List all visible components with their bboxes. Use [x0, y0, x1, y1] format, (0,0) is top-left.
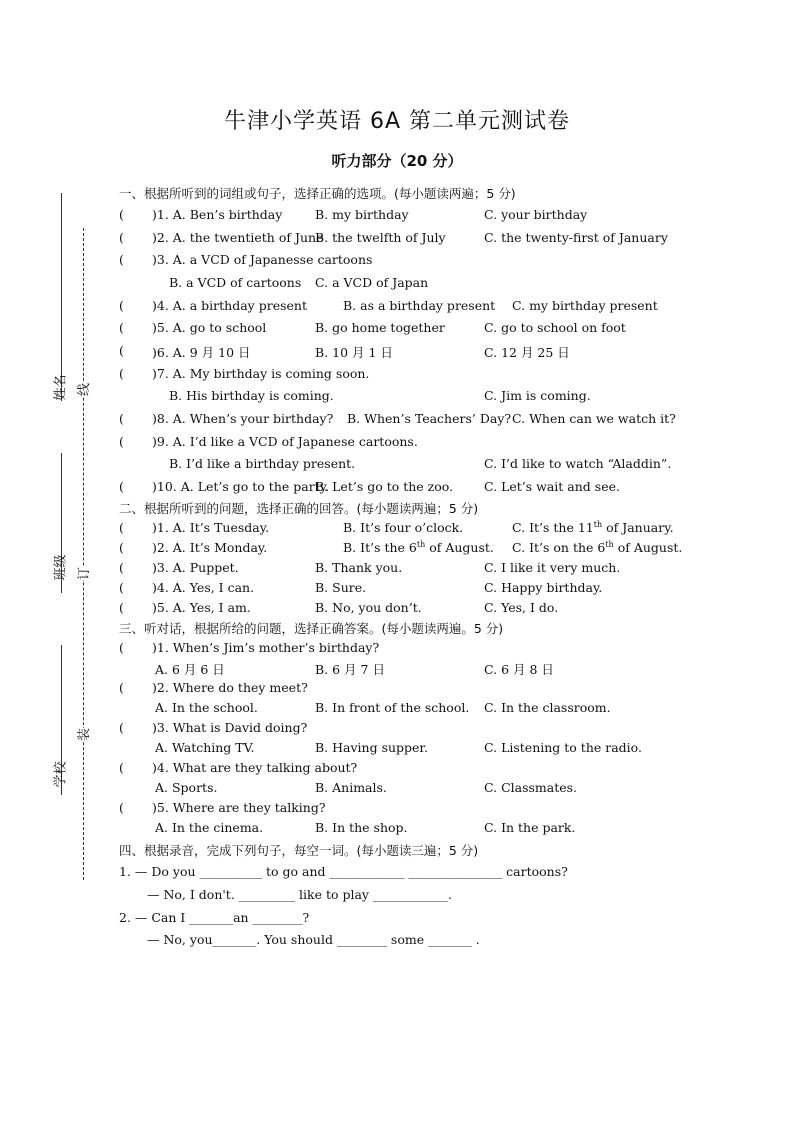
answer-bracket: ( [119, 320, 124, 335]
option-b: B. 6 月 7 日 [315, 662, 385, 677]
s2-question-row [119, 520, 739, 538]
s1-question-row [119, 479, 739, 497]
s3-options-row [119, 700, 739, 718]
option-b-tail: of August. [425, 540, 494, 556]
answer-bracket: ( [119, 366, 124, 381]
option-b: B. No, you don’t. [315, 600, 422, 615]
option-b-text: B. It’s the 6 [343, 540, 417, 556]
option-a: )3. A. Puppet. [152, 560, 239, 575]
s1-question-row [119, 320, 739, 338]
s1-question-row [119, 366, 739, 384]
option-b: B. In the shop. [315, 820, 408, 835]
question-text: )3. What is David doing? [152, 720, 308, 735]
answer-bracket: ( [119, 680, 124, 695]
s1-question-row [119, 207, 739, 225]
option-a: A. Watching TV. [155, 740, 255, 755]
option-b: B. When’s Teachers’ Day? [347, 411, 512, 426]
option-c: C. your birthday [484, 207, 588, 222]
section3-heading: 三、听对话，根据所给的问题，选择正确答案。(每小题读两遍。5 分) [119, 621, 504, 636]
option-c: C. In the park. [484, 820, 576, 835]
option-c: C. Happy birthday. [484, 580, 603, 595]
answer-bracket: ( [119, 230, 124, 245]
page-title: 牛津小学英语 6A 第二单元测试卷 [223, 109, 571, 134]
option-a: )2. A. the twentieth of June [152, 230, 324, 245]
option-a: )4. A. Yes, I can. [152, 580, 255, 595]
answer-bracket: ( [119, 580, 124, 595]
option-b [343, 540, 494, 555]
s1-question-row [119, 343, 739, 361]
option-a: )9. A. I’d like a VCD of Japanese cartoons. [152, 434, 418, 449]
answer-bracket: ( [119, 411, 124, 426]
answer-bracket: ( [119, 207, 124, 222]
option-c-sup: th [605, 540, 614, 549]
answer-bracket: ( [119, 540, 124, 555]
option-b: B. His birthday is coming. [169, 388, 334, 403]
s3-question-row [119, 640, 739, 658]
option-c: C. I like it very much. [484, 560, 621, 575]
s3-options-row [119, 820, 739, 838]
name-label: 姓名 [53, 374, 69, 401]
option-c-tail: of August. [613, 540, 683, 556]
option-c [512, 520, 674, 535]
question-text: )5. Where are they talking? [152, 800, 326, 815]
option-a: )1. A. Ben’s birthday [152, 207, 283, 222]
answer-bracket: ( [119, 640, 124, 655]
s1-question-row [119, 388, 739, 406]
option-c [512, 540, 682, 555]
s1-question-row [119, 456, 739, 474]
option-c: C. Yes, I do. [484, 600, 559, 615]
option-c: C. my birthday present [512, 298, 658, 313]
page-subtitle: 听力部分（20 分） [331, 152, 463, 170]
option-a: )1. A. It’s Tuesday. [152, 520, 270, 535]
option-b: B. Having supper. [315, 740, 429, 755]
question-text: )4. What are they talking about? [152, 760, 358, 775]
answer-bracket: ( [119, 600, 124, 615]
option-a: A. Sports. [155, 780, 218, 795]
s1-question-row [119, 411, 739, 429]
answer-bracket: ( [119, 720, 124, 735]
fill-line-3: 2. — Can I _______an ________? [119, 910, 310, 925]
option-c: C. go to school on foot [484, 320, 626, 335]
answer-bracket: ( [119, 434, 124, 449]
option-b-sup: th [416, 540, 426, 549]
option-b: B. my birthday [315, 207, 409, 222]
fill-line-4: — No, you_______. You should ________ some _______ . [147, 932, 480, 947]
s2-question-row [119, 600, 739, 618]
fill-line-1: 1. — Do you __________ to go and ____________ _______________ cartoons? [119, 864, 568, 879]
option-b: B. a VCD of cartoons [169, 275, 302, 290]
cut-label-line: 线 [71, 383, 94, 396]
cut-label-pack: 装 [71, 728, 94, 741]
option-c: C. When can we watch it? [512, 411, 676, 426]
s3-question-row [119, 760, 739, 778]
s3-options-row [119, 660, 739, 678]
answer-bracket: ( [119, 479, 124, 494]
school-label: 学校 [53, 761, 69, 788]
section4-heading: 四、根据录音，完成下列句子，每空一词。(每小题读三遍；5 分) [119, 843, 479, 858]
binding-cut-line [83, 228, 84, 880]
s2-question-row [119, 540, 739, 558]
cut-label-bind: 订 [71, 567, 94, 580]
s3-question-row [119, 680, 739, 698]
s1-question-row [119, 230, 739, 248]
option-b: B. go home together [315, 320, 445, 335]
s1-question-row [119, 298, 739, 316]
answer-bracket: ( [119, 560, 124, 575]
s3-options-row [119, 740, 739, 758]
option-c: C. a VCD of Japan [315, 275, 429, 290]
option-a: )5. A. Yes, I am. [152, 600, 251, 615]
option-c: C. Listening to the radio. [484, 740, 642, 755]
s3-question-row [119, 800, 739, 818]
name-write-line [61, 193, 62, 401]
section1-heading: 一、根据所听到的词组或句子，选择正确的选项。(每小题读两遍；5 分) [119, 186, 516, 201]
s2-question-row [119, 580, 739, 598]
option-c-text: C. It’s the 11 [512, 520, 594, 536]
option-b: B. as a birthday present [343, 298, 496, 313]
option-b: B. Let’s go to the zoo. [315, 479, 454, 494]
option-a: )5. A. go to school [152, 320, 267, 335]
question-text: )1. When’s Jim’s mother’s birthday? [152, 640, 380, 655]
option-a: )10. A. Let’s go to the party. [152, 479, 330, 494]
option-a: )4. A. a birthday present [152, 298, 307, 313]
option-a: A. In the school. [155, 700, 258, 715]
s3-question-row [119, 720, 739, 738]
option-b: B. Thank you. [315, 560, 403, 575]
question-text: )2. Where do they meet? [152, 680, 308, 695]
s2-question-row [119, 560, 739, 578]
option-c: C. I’d like to watch “Aladdin”. [484, 456, 672, 471]
option-c-tail: of January. [602, 520, 674, 536]
section2-heading: 二、根据所听到的问题，选择正确的回答。(每小题读两遍；5 分) [119, 501, 479, 516]
option-b: B. the twelfth of July [315, 230, 446, 245]
option-c: C. In the classroom. [484, 700, 611, 715]
option-a: )7. A. My birthday is coming soon. [152, 366, 370, 381]
answer-bracket: ( [119, 520, 124, 535]
option-c: C. Classmates. [484, 780, 578, 795]
option-b: B. I’d like a birthday present. [169, 456, 356, 471]
option-b: B. It’s four o’clock. [343, 520, 464, 535]
option-b: B. 10 月 1 日 [315, 345, 393, 360]
option-a: A. 6 月 6 日 [155, 662, 225, 677]
s1-question-row [119, 252, 739, 270]
answer-bracket: ( [119, 343, 124, 358]
answer-bracket: ( [119, 252, 124, 267]
answer-bracket: ( [119, 760, 124, 775]
option-b: B. Sure. [315, 580, 367, 595]
option-c: C. Jim is coming. [484, 388, 591, 403]
option-b: B. Animals. [315, 780, 387, 795]
answer-bracket: ( [119, 800, 124, 815]
option-c-text: C. It’s on the 6 [512, 540, 606, 556]
s1-question-row [119, 275, 739, 293]
option-a: )2. A. It’s Monday. [152, 540, 268, 555]
option-c: C. 6 月 8 日 [484, 662, 554, 677]
answer-bracket: ( [119, 298, 124, 313]
option-a: )6. A. 9 月 10 日 [152, 345, 251, 360]
option-c-sup: th [593, 520, 603, 529]
option-c: C. the twenty-first of January [484, 230, 668, 245]
s3-options-row [119, 780, 739, 798]
option-a: A. In the cinema. [155, 820, 264, 835]
option-c: C. Let’s wait and see. [484, 479, 620, 494]
option-a: )8. A. When’s your birthday? [152, 411, 334, 426]
option-c: C. 12 月 25 日 [484, 345, 570, 360]
class-label: 班级 [53, 554, 69, 581]
fill-line-2: — No, I don't. _________ like to play ____________. [147, 887, 452, 902]
option-b: B. In front of the school. [315, 700, 470, 715]
s1-question-row [119, 434, 739, 452]
option-a: )3. A. a VCD of Japanesse cartoons [152, 252, 373, 267]
